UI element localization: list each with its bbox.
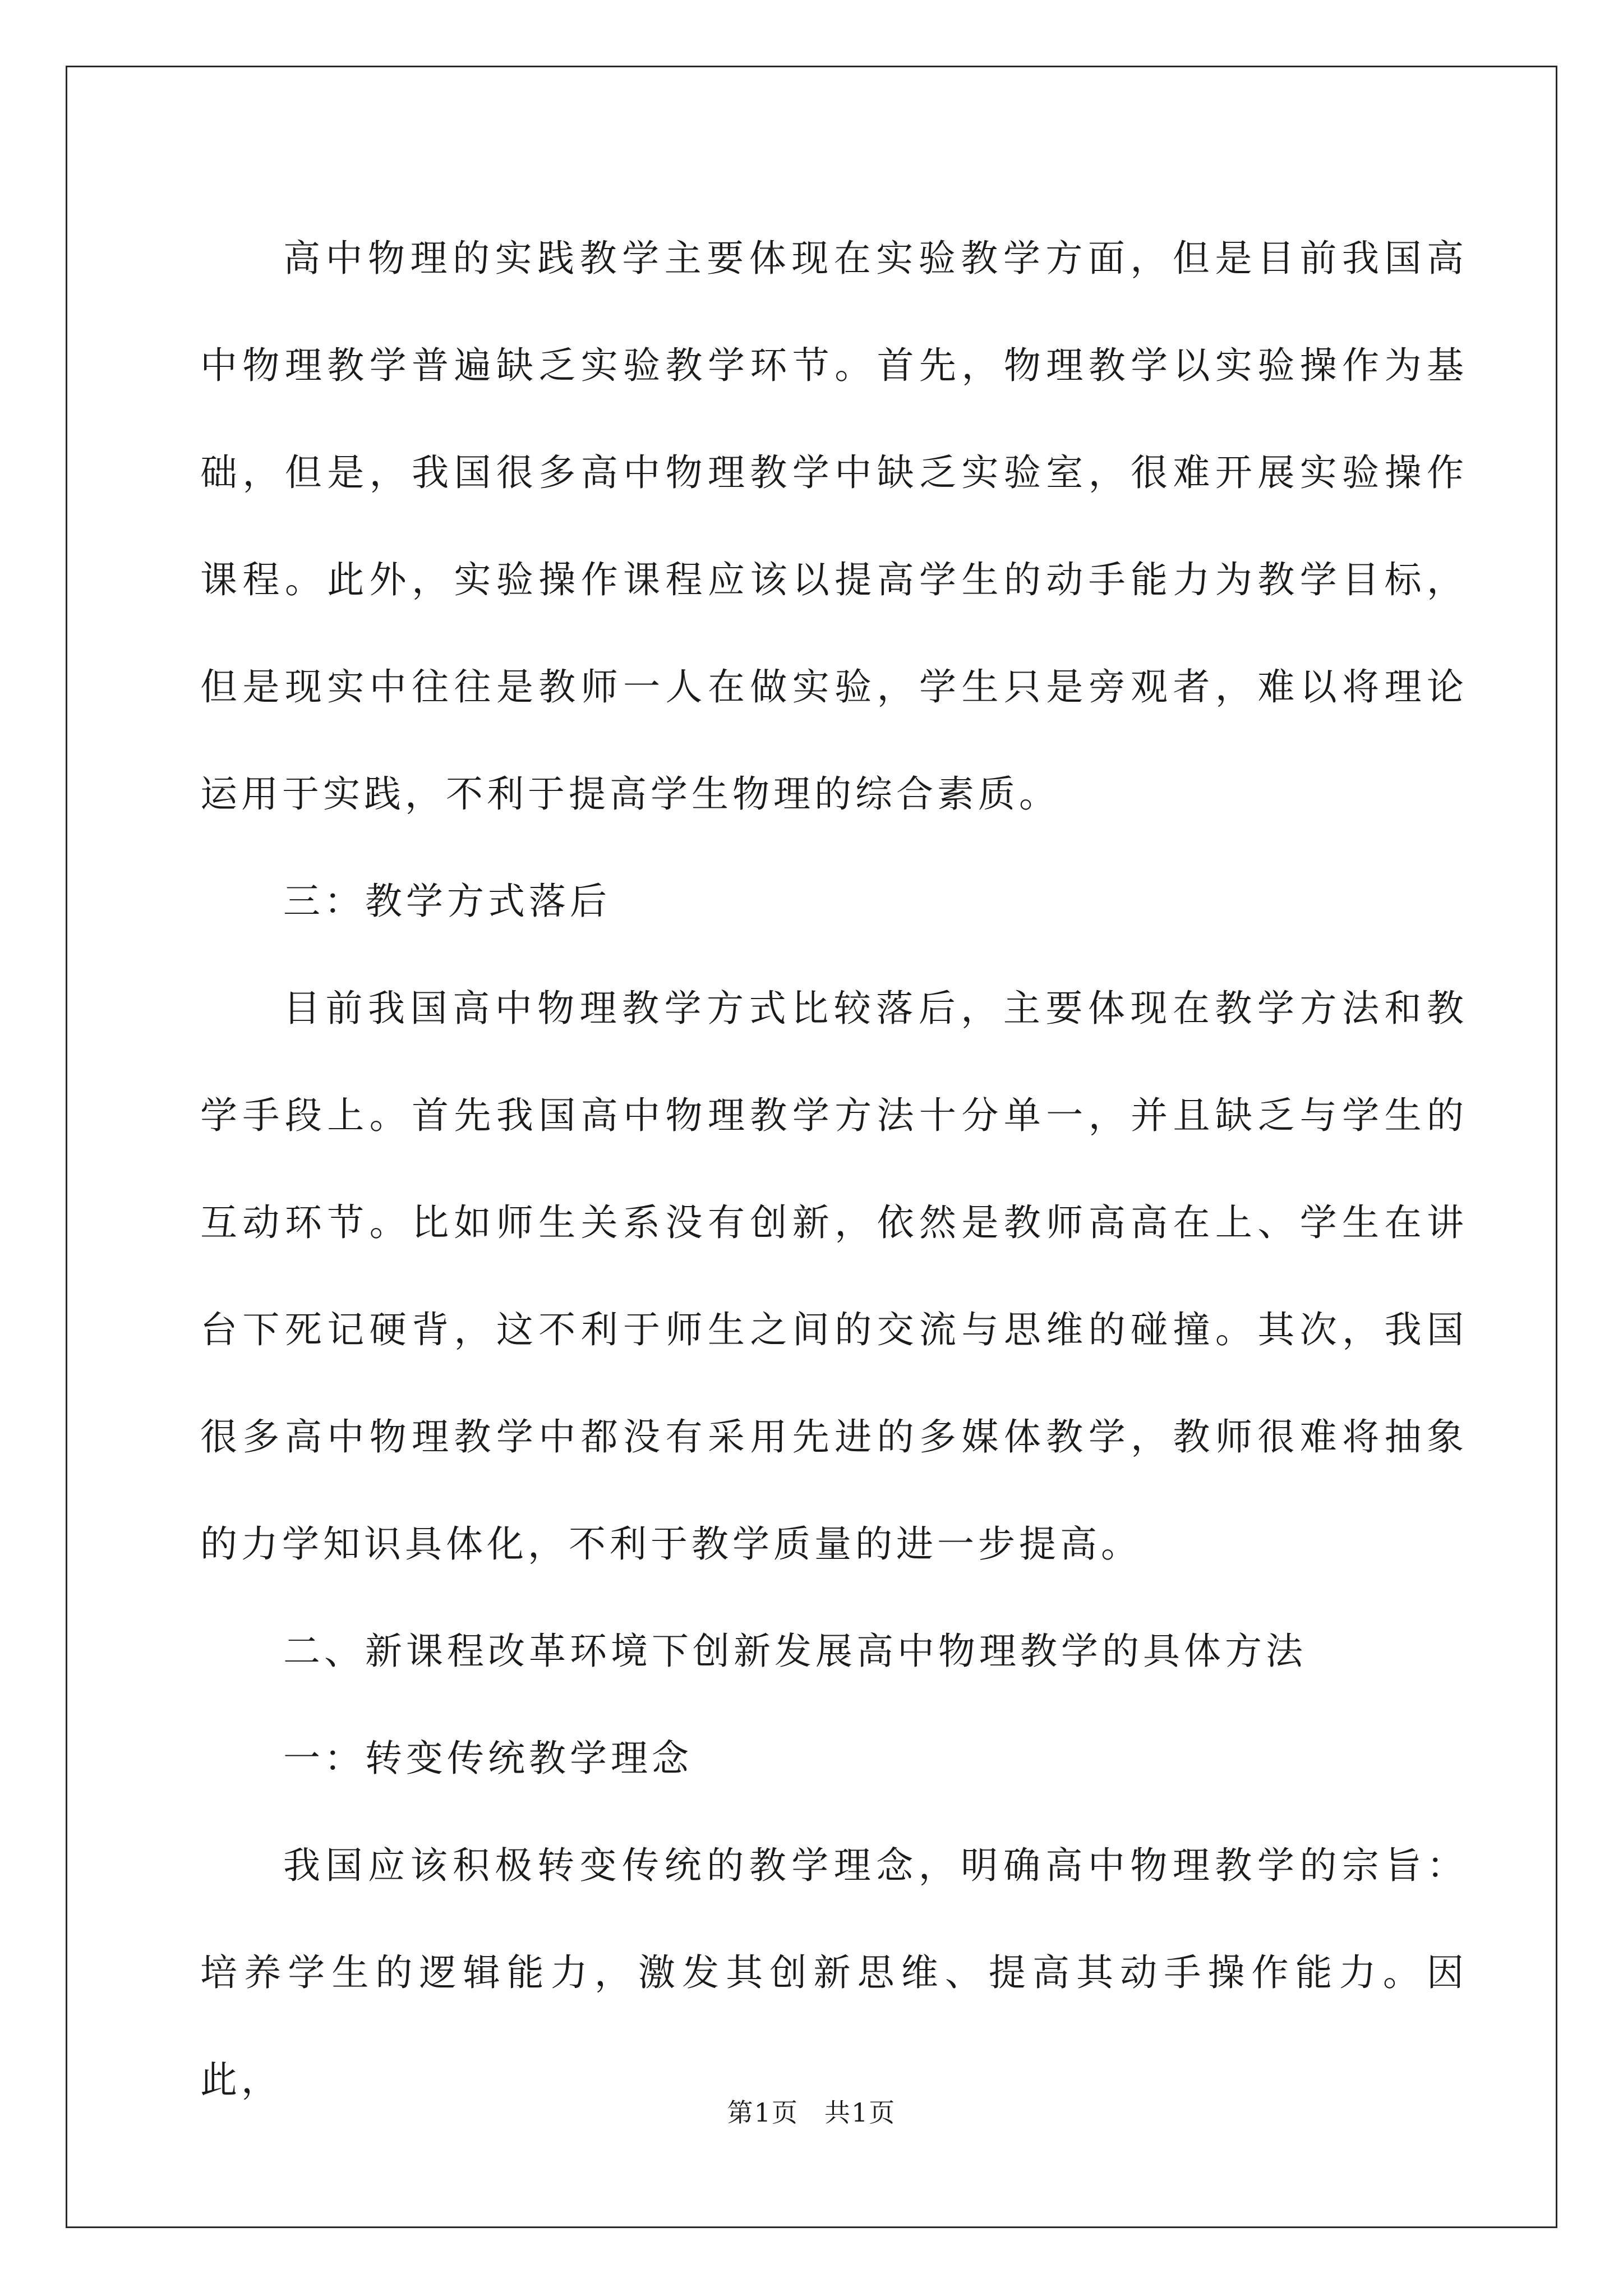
page-number-current: 第1页 <box>727 2097 799 2128</box>
document-body <box>200 205 1468 2133</box>
paragraph-change-concepts: 我国应该积极转变传统的教学理念，明确高中物理教学的宗旨：培养学生的逻辑能力，激发其创新思维、提高其动手操作能力。因此， <box>200 1844 1468 2101</box>
paragraph-teaching-methods: 目前我国高中物理教学方式比较落后，主要体现在教学方法和教学手段上。首先我国高中物理教学方法十分单一，并且缺乏与学生的互动环节。比如师生关系没有创新，依然是教师高高在上、学生在讲台下死记硬背，这不利于师生之间的交流与思维的碰撞。其次，我国很多高中物理教学中都没有采用先进的多媒体教学，教师很难将抽象的力学知识具体化，不利于教学质量的进一步提高。 <box>200 987 1468 1566</box>
heading-section-two: 二、新课程改革环境下创新发展高中物理教学的具体方法 <box>283 1630 1307 1673</box>
page-footer <box>0 2092 1623 2129</box>
page-number-total: 共1页 <box>824 2097 896 2128</box>
paragraph-experiment-teaching: 高中物理的实践教学主要体现在实验教学方面，但是目前我国高中物理教学普遍缺乏实验教学环节。首先，物理教学以实验操作为基础，但是，我国很多高中物理教学中缺乏实验室，很难开展实验操作课程。此外，实验操作课程应该以提高学生的动手能力为教学目标，但是现实中往往是教师一人在做实验，学生只是旁观者，难以将理论运用于实践，不利于提高学生物理的综合素质。 <box>200 237 1468 816</box>
heading-teaching-methods-outdated: 三：教学方式落后 <box>283 880 611 923</box>
heading-change-concepts: 一：转变传统教学理念 <box>283 1737 693 1780</box>
